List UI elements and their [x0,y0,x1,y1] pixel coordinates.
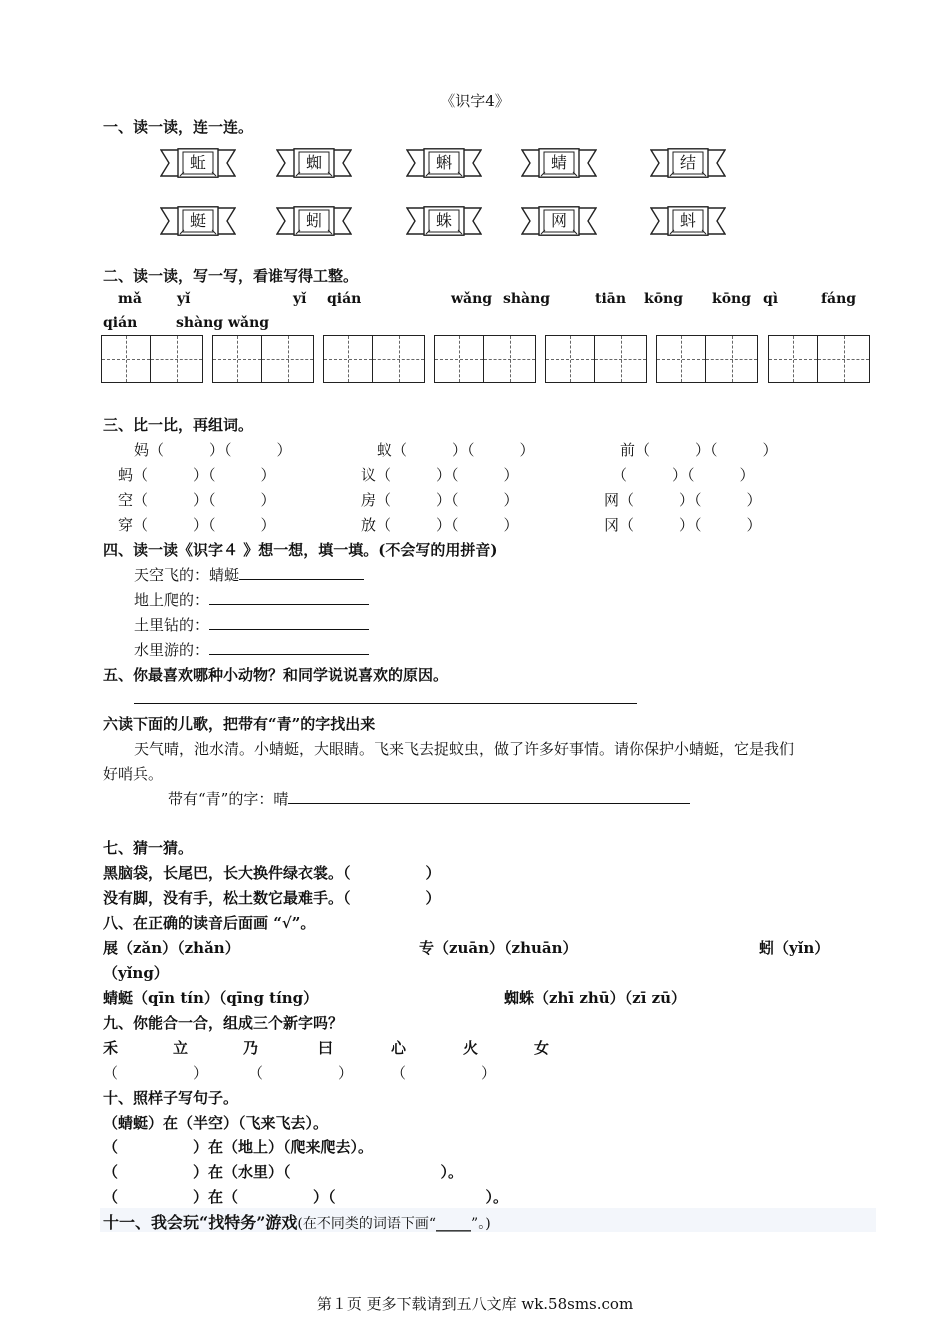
component-char: 禾 [103,1039,119,1057]
pinyin: wǎng [451,291,493,307]
writing-grid[interactable] [545,335,649,385]
pinyin-choice[interactable]: 专（zuān）（zhuān） [419,939,578,957]
pinyin: tiān [595,291,627,307]
pinyin: qián [103,315,138,331]
banner-char: 蛛 [435,211,452,230]
section3-heading: 三、比一比，再组词。 [103,416,254,434]
section11-note: (在不同类的词语下画“ [297,1216,437,1232]
writing-grid[interactable] [323,335,427,385]
section6-heading: 六读下面的儿歌，把带有“青”的字找出来 [103,715,376,733]
answer-blank[interactable]: （ ） [391,1064,497,1082]
compare-item: 网（ ）（ ） [604,491,762,509]
section10-heading: 十、照样子写句子。 [103,1089,239,1107]
section11-heading [103,1210,491,1233]
char-banner[interactable] [276,206,352,236]
sentence-example: （蜻蜓）在（半空）（飞来飞去）。 [103,1114,329,1132]
banner-char: 蜘 [305,153,322,172]
pinyin: qián [327,291,362,307]
char-banner[interactable] [160,206,236,236]
section1-heading: 一、读一读，连一连。 [103,118,254,136]
pinyin-choice[interactable]: 蜘蛛（zhī zhū）（zī zū） [504,989,687,1007]
char-banner[interactable] [650,148,726,178]
pinyin: kōng [644,291,684,307]
pinyin: yǐ [293,291,307,307]
section11-note-end: ”。) [471,1216,491,1232]
char-banner[interactable] [406,148,482,178]
pinyin: mǎ [118,291,142,307]
writing-grid[interactable] [212,335,316,385]
answer-blank[interactable]: （ ） [103,1064,209,1082]
riddle: 没有脚，没有手，松土数它最难手。（ ） [103,889,441,907]
pinyin: qì [763,291,779,307]
section7-heading: 七、猜一猜。 [103,839,194,857]
fill-label: 天空飞的：蜻蜓 [134,566,240,584]
section9-heading: 九、你能合一合，组成三个新字吗？ [103,1014,344,1032]
section4-heading: 四、读一读《识字４ 》想一想，填一填。(不会写的用拼音) [103,541,498,559]
answer-blank[interactable]: （ ） [248,1064,354,1082]
answer-label: 带有“青”的字：晴 [168,790,289,808]
page-title: 《识字4》 [440,92,510,110]
char-banner[interactable] [521,206,597,236]
compare-item: 穿（ ）（ ） [118,516,276,534]
pinyin: shàng wǎng [176,315,270,331]
sentence-line[interactable]: （ ）在（水里）（ ）。 [103,1163,464,1181]
fill-label: 土里钻的： [134,616,210,634]
pinyin: shàng [503,291,551,307]
sentence-line[interactable]: （ ）在（地上）（爬来爬去）。 [103,1138,374,1156]
pinyin-choice[interactable]: （yǐng） [103,964,169,982]
section2-heading: 二、读一读，写一写，看谁写得工整。 [103,267,359,285]
section5-heading: 五、你最喜欢哪种小动物？和同学说说喜欢的原因。 [103,666,449,684]
component-char: 立 [173,1039,189,1057]
pinyin: fáng [821,291,857,307]
component-char: 心 [391,1039,407,1057]
fill-line[interactable] [134,639,369,660]
compare-item: 空（ ）（ ） [118,491,276,509]
banner-char: 网 [550,211,567,230]
writing-grid[interactable] [768,335,872,385]
poem-line: 好哨兵。 [103,765,164,783]
banner-char: 蚯 [189,153,206,172]
sentence-line[interactable]: （ ）在（ ）（ ）。 [103,1188,509,1206]
char-banner[interactable] [406,206,482,236]
compare-item: 蚁（ ）（ ） [377,441,535,459]
banner-char: 蜓 [189,211,206,230]
riddle: 黑脑袋，长尾巴，长大换件绿衣裳。（ ） [103,864,441,882]
component-char: 曰 [318,1039,334,1057]
component-char: 女 [534,1039,550,1057]
pinyin-choice[interactable]: 展（zǎn）（zhǎn） [103,939,240,957]
qing-answer[interactable] [168,788,690,809]
char-banner[interactable] [521,148,597,178]
poem-line: 天气晴，池水清。小蜻蜓，大眼睛。飞来飞去捉蚊虫，做了许多好事情。请你保护小蜻蜓，它是我们 [134,740,795,758]
fill-label: 水里游的： [134,641,210,659]
compare-item: 议（ ）（ ） [361,466,519,484]
char-banner[interactable] [160,148,236,178]
banner-char: 结 [679,153,696,172]
section8-heading: 八、在正确的读音后面画 “√”。 [103,914,316,932]
banner-char: 蜻 [550,153,567,172]
fill-line[interactable] [134,614,369,635]
writing-grid[interactable] [656,335,760,385]
compare-item: 放（ ）（ ） [361,516,519,534]
banner-char: 蝌 [435,153,452,172]
compare-item: （ ）（ ） [612,466,755,484]
compare-item: 前（ ）（ ） [620,441,778,459]
compare-item: 冈（ ）（ ） [604,516,762,534]
page-footer: 第１页 更多下载请到五八文库 wk.58sms.com [316,1295,634,1313]
pinyin-choice[interactable]: 蚓（yǐn） [759,939,830,957]
compare-item: 房（ ）（ ） [361,491,519,509]
banner-char: 蚓 [305,211,322,230]
section11-title: 十一、我会玩“找特务”游戏 [103,1213,298,1232]
writing-grid[interactable] [434,335,538,385]
component-char: 乃 [243,1039,259,1057]
char-banner[interactable] [650,206,726,236]
fill-line[interactable] [134,589,369,610]
fill-line[interactable] [134,564,364,585]
compare-item: 妈（ ）（ ） [134,441,292,459]
component-char: 火 [463,1039,479,1057]
pinyin-choice[interactable]: 蜻蜓（qīn tín）（qīng tíng） [103,989,319,1007]
writing-grid[interactable] [101,335,205,385]
compare-item: 蚂（ ）（ ） [118,466,276,484]
section11-blank: _____ [436,1216,472,1232]
answer-line[interactable] [134,703,637,704]
pinyin: kōng [712,291,752,307]
banner-char: 蚪 [679,211,696,230]
fill-label: 地上爬的： [134,591,210,609]
char-banner[interactable] [276,148,352,178]
pinyin: yǐ [177,291,191,307]
